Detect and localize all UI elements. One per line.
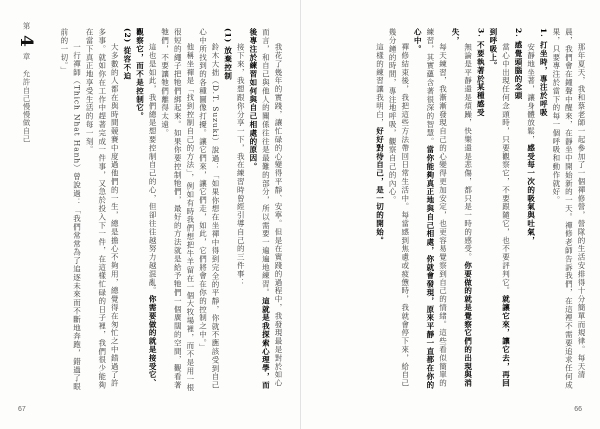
paragraph: 我花了幾年的實踐，讓忙碌的心變得平靜、安寧。但是在實踐的過程中，我發現最是對於如心而言，和自己與他人的關係往往是最難的部分，所以需要一遍遍地練習。這就是我探索心理學，而後專注於練習如何與自己相處的原因。 [248, 28, 283, 390]
page-number: 67 [18, 406, 26, 413]
chapter-suffix: 章 [22, 52, 31, 61]
paragraph: 他稱坐禪是「找到控制自己的方法」，例如有時我們想把牛羊留在一個大牧場裡，而不是用一根很短的繩子把牠們綁起來。如果你要控制牠們，最好的方法就是給予牠們一個廣闊的空間，觀看著牠們，不要讓牠們離得太遠。 [160, 28, 195, 393]
chapter-prefix: 第 [22, 22, 31, 31]
right-body-text [315, 28, 587, 394]
paragraph: 這樣的練習讓我明白，好好對待自己，是一切的開始。 [375, 43, 385, 245]
paragraph: 當心中出現任何念頭時，只要觀察它，不要跟隨它，也不要評判它。就讓它來，讓它去，再回到呼吸上。 [488, 28, 511, 388]
left-body-text [48, 28, 284, 394]
paragraph: 接下來，我想跟你分享一下，我在練習時曾經引導自己的三件事： [236, 43, 246, 287]
section-heading: (1) 放棄控制 [223, 28, 233, 81]
paragraph: 無論是平靜還是煩躁，快樂還是悲傷，都只是一時的感受。你要做的就是覺察它們的出現與消失， [451, 28, 473, 388]
paragraph: 禪修結束後，我把這些方法帶回日常生活中。每當感到焦慮或疲憊時，我就會停下來，給自己幾分鐘的時間，專注地呼吸，觀察自己的內心。 [388, 28, 410, 388]
paragraph: 一行禪師（Thich Nhat Hanh）曾說過：「我們常常為了追逐未來而不斷地奔跑，錯過了眼前的一切。」 [59, 28, 82, 391]
section-heading: 1. 打坐時，專注於呼吸 [539, 28, 549, 117]
chapter-header [16, 22, 36, 143]
section-heading: (2) 從容不迫 [122, 28, 132, 81]
page-number: 66 [574, 406, 582, 413]
paragraph: 安靜地坐著，讓身體放鬆，感受每一次的吸氣與吐氣， [526, 43, 536, 245]
chapter-title: 允許自己慢慢做自己 [22, 69, 31, 143]
paragraph: 這也是如此，我們總是想要控制自己的心，但卻往往越努力越混亂。你需要做的就是接受它、觀察它，而不是控制它。 [135, 28, 158, 388]
right-page [301, 0, 600, 429]
paragraph: 鈴木大拙（D.T. Suzuki）說過：「如果你想在坐禪中得到完全的平靜，你就不應該受到自己心中所找到的各種圖像打擾。讓它們來，讓它們走，如此，它們將會在你的控制之中。」 [198, 28, 221, 390]
paragraph: 那年夏天，我和蔡老師一起參加了一個禪修營，營隊的生活安排得十分簡單而規律。每天清晨，我們會在鐘聲中醒來，在靜坐中開始新的一天。禪修老師告訴我們，在這裡不需要追求任何成果，只要專注於當下的每一個呼吸和動作就好。 [551, 28, 586, 390]
section-heading: 2. 感覺頭腦的念頭 [514, 28, 524, 100]
chapter-number: 4 [16, 35, 36, 48]
paragraph: 每天練習，我漸漸發現自己的心變得更加安定，也更容易覺察到自己的情緒。這些看似簡單的練習，其實蘊含著很深的智慧。當你能夠真正地與自己相處，你就會發現，原來平靜一直都在你的心中。 [413, 28, 448, 390]
section-heading: 3. 不要執著於某種感受 [476, 28, 486, 117]
paragraph: 大多數的人都在與時間競賽中度過他們的一生，總是擔心不夠用，總覺得在匆忙之中錯過了許多事。就如你在工作中趕著完成一件事，又急於投入下一件，在這樣忙碌的日子裡，我們很少能夠在當下真正地享受生活的每一刻。 [85, 28, 120, 390]
